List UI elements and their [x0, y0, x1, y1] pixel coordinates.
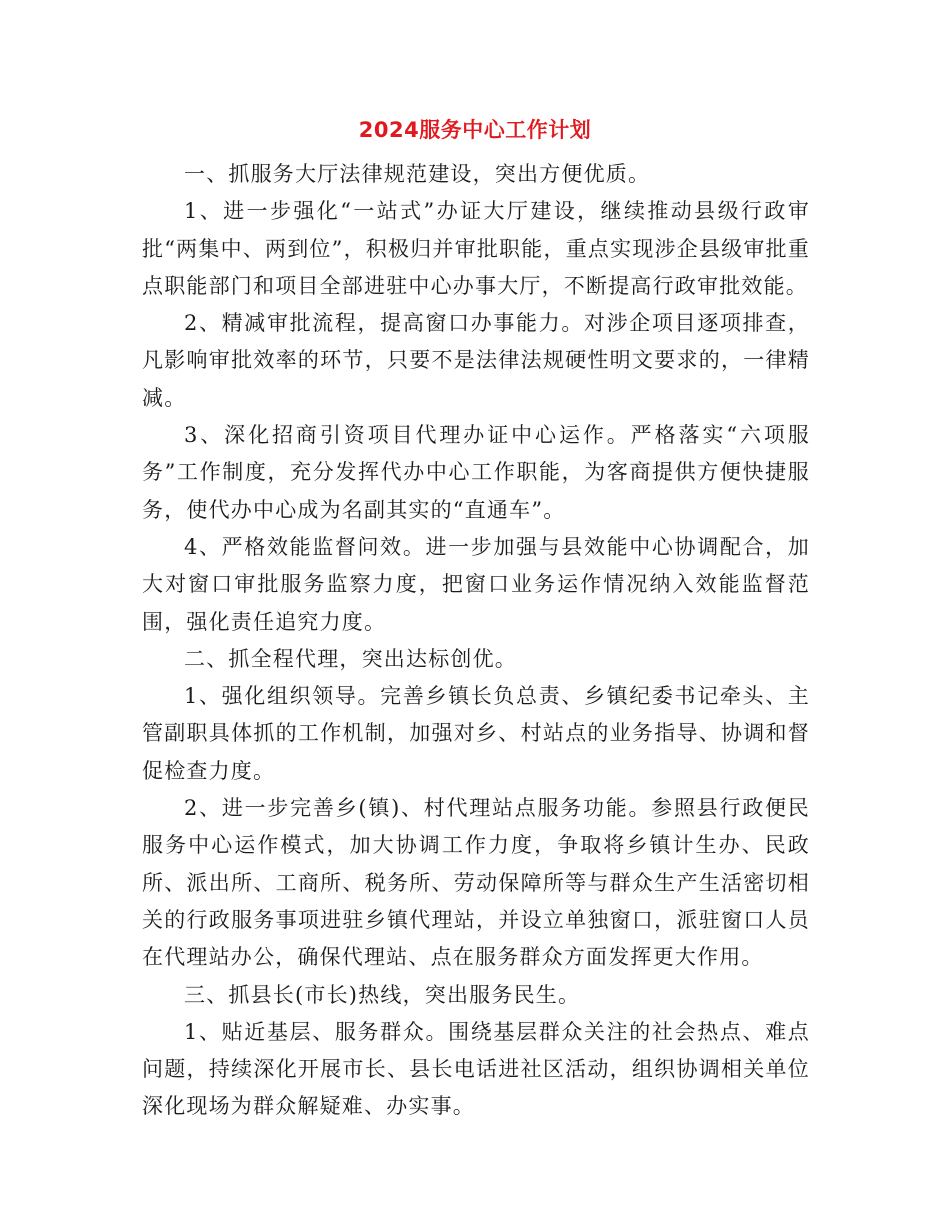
- section-heading-3: 三、抓县长(市长)热线，突出服务民生。: [184, 982, 581, 1007]
- section-heading-2: 二、抓全程代理，突出达标创优。: [184, 646, 517, 671]
- paragraph: 4、严格效能监督问效。进一步加强与县效能中心协调配合，加大对窗口审批服务监察力度，把窗口业务运作情况纳入效能监督范围，强化责任追究力度。: [142, 534, 810, 634]
- paragraph: 2、进一步完善乡(镇)、村代理站点服务功能。参照县行政便民服务中心运作模式，加大协调工作力度，争取将乡镇计生办、民政所、派出所、工商所、税务所、劳动保障所等与群众生产生活密切相关的行政服务事项进驻乡镇代理站，并设立单独窗口，派驻窗口人员在代理站办公，确保代理站、点在服务群众方面发挥更大作用。: [142, 796, 810, 970]
- paragraph: 1、强化组织领导。完善乡镇长负总责、乡镇纪委书记牵头、主管副职具体抓的工作机制，加强对乡、村站点的业务指导、协调和督促检查力度。: [142, 684, 810, 783]
- paragraph: 1、进一步强化“一站式”办证大厅建设，继续推动县级行政审批“两集中、两到位”，积极归并审批职能，重点实现涉企县级审批重点职能部门和项目全部进驻中心办事大厅，不断提高行政审批效能。: [142, 199, 810, 298]
- page-title: 2024服务中心工作计划: [358, 118, 592, 142]
- paragraph: 2、精减审批流程，提高窗口办事能力。对涉企项目逐项排查，凡影响审批效率的环节，只要不是法律法规硬性明文要求的，一律精减。: [142, 311, 810, 410]
- document-body: [142, 156, 810, 1126]
- paragraph: 3、深化招商引资项目代理办证中心运作。严格落实“六项服务”工作制度，充分发挥代办中心工作职能，为客商提供方便快捷服务，使代办中心成为名副其实的“直通车”。: [142, 423, 810, 522]
- section-heading-1: 一、抓服务大厅法律规范建设，突出方便优质。: [184, 162, 651, 186]
- paragraph: 1、贴近基层、服务群众。围绕基层群众关注的社会热点、难点问题，持续深化开展市长、县长电话进社区活动，组织协调相关单位深化现场为群众解疑难、办实事。: [142, 1019, 810, 1119]
